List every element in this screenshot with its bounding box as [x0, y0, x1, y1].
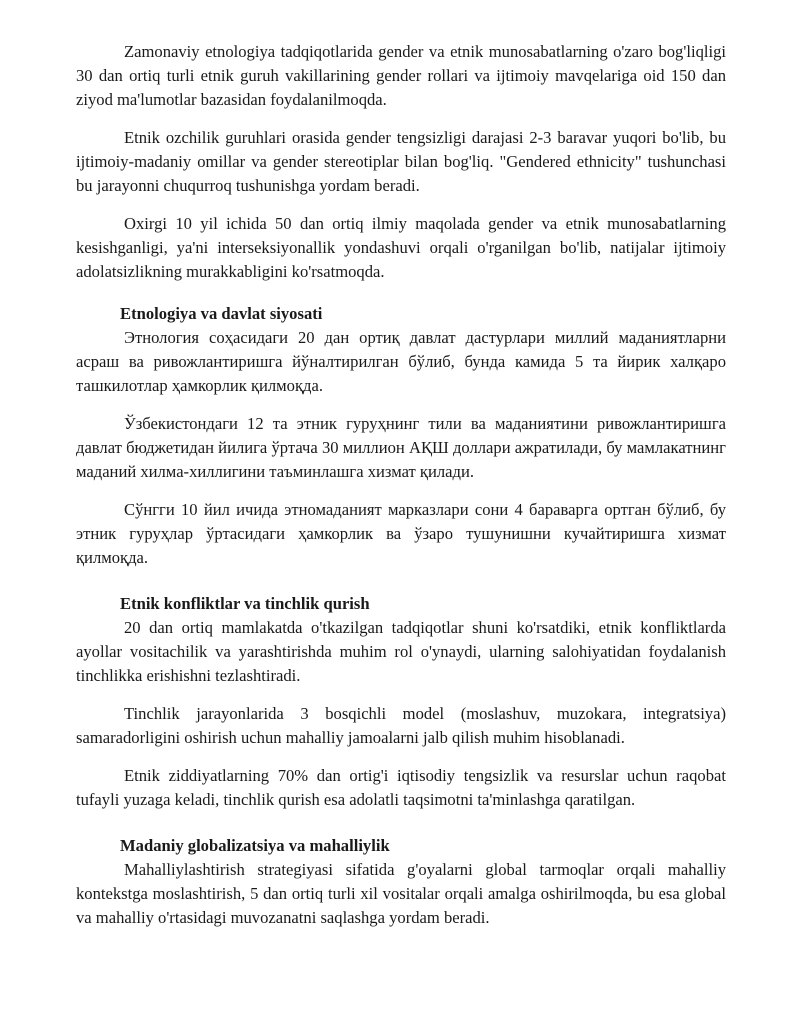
section-state-policy — [76, 302, 726, 570]
intro-block — [76, 40, 726, 284]
section-paragraph: Этнология соҳасидаги 20 дан ортиқ давлат дастурлари миллий маданиятларни асраш ва ривожлантиришга йўналтирилган бўлиб, бунда камида 5 та йирик халқаро ташкилотлар ҳамкорлик қилмоқда. — [76, 328, 726, 395]
section-paragraph: Mahalliylashtirish strategiyasi sifatida g'oyalarni global tarmoqlar orqali mahalliy kontekstga moslashtirish, 5 dan ortiq turli xil vositalar orqali amalga oshirilmoqda, bu esa global va mahalliy o'rtasidagi muvozanatni saqlashga yordam beradi. — [76, 860, 726, 927]
intro-paragraph-3: Oxirgi 10 yil ichida 50 dan ortiq ilmiy maqolada gender va etnik munosabatlarning kesishganligi, ya'ni interseksiyonallik yondashuvi orqali o'rganilgan bo'lib, natijalar ijtimoiy adolatsizlikning murakkabligini ko'rsatmoqda. — [76, 214, 726, 281]
section-paragraph: Ўзбекистондаги 12 та этник гуруҳнинг тили ва маданиятини ривожлантиришга давлат бюджетидан йилига ўртача 30 миллион АҚШ доллари ажратилади, бу мамлакатнинг маданий хилма-хиллигини таъминлашга хизмат қилади. — [76, 414, 726, 481]
section-conflicts-peace — [76, 592, 726, 812]
intro-paragraph-2: Etnik ozchilik guruhlari orasida gender tengsizligi darajasi 2-3 baravar yuqori bo'lib, bu ijtimoiy-madaniy omillar va gender stereotiplar bilan bog'liq. "Gendered ethnicity" tushunchasi bu jarayonni chuqurroq tushunishga yordam beradi. — [76, 128, 726, 195]
intro-paragraph-1: Zamonaviy etnologiya tadqiqotlarida gender va etnik munosabatlarning o'zaro bog'liqligi 30 dan ortiq turli etnik guruh vakillarining gender rollari va ijtimoiy mavqelariga oid 150 dan ziyod ma'lumotlar bazasidan foydalanilmoqda. — [76, 42, 726, 109]
section-heading: Madaniy globalizatsiya va mahalliylik — [120, 836, 390, 855]
document-page — [76, 40, 726, 930]
section-globalization — [76, 834, 726, 930]
section-heading: Etnik konfliktlar va tinchlik qurish — [120, 594, 370, 613]
section-heading: Etnologiya va davlat siyosati — [120, 304, 323, 323]
section-paragraph: Etnik ziddiyatlarning 70% dan ortig'i iqtisodiy tengsizlik va resurslar uchun raqobat tufayli yuzaga keladi, tinchlik qurish esa adolatli taqsimotni ta'minlashga qaratilgan. — [76, 766, 726, 809]
section-paragraph: 20 dan ortiq mamlakatda o'tkazilgan tadqiqotlar shuni ko'rsatdiki, etnik konfliktlarda ayollar vositachilik va yarashtirishda muhim rol o'ynaydi, ularning salohiyatidan foydalanish tinchlikka erishishni tezlashtiradi. — [76, 618, 726, 685]
section-paragraph: Сўнгги 10 йил ичида этномаданият марказлари сони 4 бараварга ортган бўлиб, бу этник гуруҳлар ўртасидаги ҳамкорлик ва ўзаро тушунишни кучайтиришга хизмат қилмоқда. — [76, 500, 726, 567]
section-paragraph: Tinchlik jarayonlarida 3 bosqichli model (moslashuv, muzokara, integratsiya) samaradorligini oshirish uchun mahalliy jamoalarni jalb qilish muhim hisoblanadi. — [76, 704, 726, 747]
